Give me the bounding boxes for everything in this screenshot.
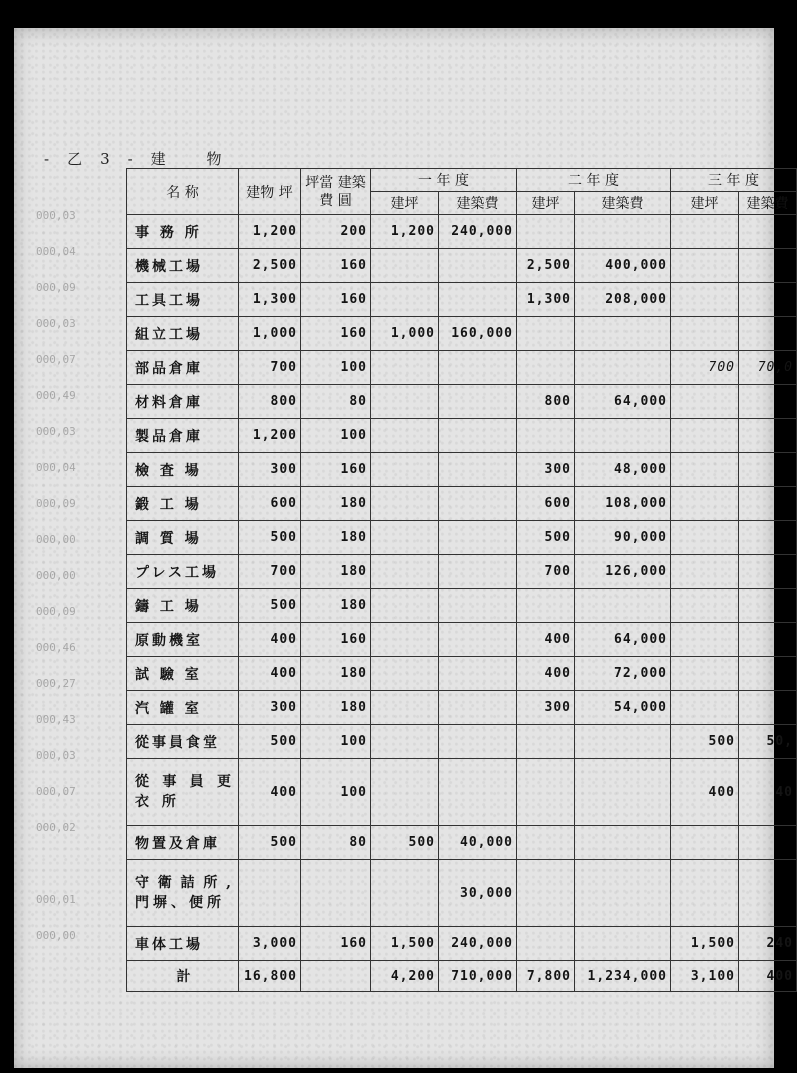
year3-cost-cell	[739, 521, 797, 555]
year3-cost-cell	[739, 215, 797, 249]
unit-cost-cell: 180	[301, 521, 371, 555]
year1-cost-cell	[439, 419, 517, 453]
header-y1-cost: 建築費	[439, 192, 517, 215]
year1-cost-cell	[439, 283, 517, 317]
table-row	[127, 521, 797, 555]
year2-cost-cell: 108,000	[575, 487, 671, 521]
unit-cost-cell: 180	[301, 657, 371, 691]
table-row	[127, 385, 797, 419]
total-year1-area: 4,200	[371, 961, 439, 992]
area-cell: 500	[239, 725, 301, 759]
table-row	[127, 249, 797, 283]
table-row	[127, 725, 797, 759]
bleed-through-value: 000,01	[36, 893, 76, 906]
year2-cost-cell	[575, 826, 671, 860]
year1-cost-cell: 240,000	[439, 927, 517, 961]
year3-area-cell	[671, 657, 739, 691]
building-name: 物置及倉庫	[127, 826, 239, 860]
year1-cost-cell	[439, 725, 517, 759]
table-row	[127, 555, 797, 589]
building-name: 製品倉庫	[127, 419, 239, 453]
unit-cost-cell: 180	[301, 555, 371, 589]
area-cell: 700	[239, 351, 301, 385]
year2-area-cell	[517, 759, 575, 826]
building-name: 機械工場	[127, 249, 239, 283]
year3-area-cell	[671, 555, 739, 589]
year2-cost-cell: 64,000	[575, 385, 671, 419]
year3-area-cell	[671, 419, 739, 453]
area-cell: 400	[239, 657, 301, 691]
year2-cost-cell	[575, 725, 671, 759]
header-y2-cost: 建築費	[575, 192, 671, 215]
header-name: 名 称	[127, 169, 239, 215]
year2-cost-cell	[575, 215, 671, 249]
year3-area-cell	[671, 691, 739, 725]
year3-area-cell: 400	[671, 759, 739, 826]
year3-cost-cell	[739, 487, 797, 521]
bleed-through-value: 000,00	[36, 569, 76, 582]
unit-cost-cell: 100	[301, 351, 371, 385]
year3-area-cell: 1,500	[671, 927, 739, 961]
bleed-through-value	[36, 846, 126, 882]
unit-cost-cell: 160	[301, 927, 371, 961]
building-name: 工具工場	[127, 283, 239, 317]
table-row	[127, 453, 797, 487]
year2-area-cell: 700	[517, 555, 575, 589]
area-cell: 1,300	[239, 283, 301, 317]
building-name: 原動機室	[127, 623, 239, 657]
document-page	[14, 28, 793, 1068]
year2-area-cell	[517, 725, 575, 759]
year1-area-cell	[371, 283, 439, 317]
year1-area-cell	[371, 521, 439, 555]
building-name: 試 驗 室	[127, 657, 239, 691]
year1-cost-cell	[439, 249, 517, 283]
year1-area-cell: 1,200	[371, 215, 439, 249]
area-cell: 3,000	[239, 927, 301, 961]
year1-cost-cell	[439, 623, 517, 657]
year2-area-cell: 300	[517, 453, 575, 487]
header-y2-area: 建坪	[517, 192, 575, 215]
year2-cost-cell: 208,000	[575, 283, 671, 317]
table-row	[127, 487, 797, 521]
area-cell: 600	[239, 487, 301, 521]
unit-cost-cell: 160	[301, 283, 371, 317]
unit-cost-cell: 200	[301, 215, 371, 249]
bleed-through-value: 000,00	[36, 533, 76, 546]
year1-cost-cell: 40,000	[439, 826, 517, 860]
year1-cost-cell: 30,000	[439, 860, 517, 927]
bleed-through-value: 000,04	[36, 461, 76, 474]
bleed-through-value: 000,46	[36, 641, 76, 654]
building-name: 鍛 工 場	[127, 487, 239, 521]
unit-cost-cell: 100	[301, 419, 371, 453]
table-row	[127, 283, 797, 317]
bleed-through-value: 000,09	[36, 605, 76, 618]
year2-area-cell	[517, 419, 575, 453]
bleed-through-value: 000,09	[36, 497, 76, 510]
year3-cost-cell: 240	[739, 927, 797, 961]
year1-area-cell: 1,000	[371, 317, 439, 351]
year1-cost-cell	[439, 521, 517, 555]
year1-cost-cell	[439, 351, 517, 385]
building-name: 從事員食堂	[127, 725, 239, 759]
year2-cost-cell: 64,000	[575, 623, 671, 657]
year2-area-cell: 2,500	[517, 249, 575, 283]
year3-cost-cell	[739, 589, 797, 623]
building-name: 部品倉庫	[127, 351, 239, 385]
year1-area-cell: 1,500	[371, 927, 439, 961]
year3-cost-cell: 50,	[739, 725, 797, 759]
building-name: 組立工場	[127, 317, 239, 351]
building-name: 鑄 工 場	[127, 589, 239, 623]
bleed-through-column	[36, 198, 126, 954]
year3-area-cell	[671, 860, 739, 927]
year2-cost-cell: 90,000	[575, 521, 671, 555]
unit-cost-cell: 180	[301, 691, 371, 725]
year2-area-cell	[517, 927, 575, 961]
year1-area-cell	[371, 759, 439, 826]
year2-cost-cell	[575, 317, 671, 351]
bleed-through-value: 000,07	[36, 353, 76, 366]
year2-area-cell	[517, 826, 575, 860]
area-cell: 500	[239, 826, 301, 860]
year3-area-cell	[671, 521, 739, 555]
total-label: 計	[127, 961, 239, 992]
year2-area-cell: 300	[517, 691, 575, 725]
building-name: 汽 罐 室	[127, 691, 239, 725]
unit-cost-cell: 100	[301, 725, 371, 759]
year2-cost-cell: 126,000	[575, 555, 671, 589]
year3-cost-cell	[739, 453, 797, 487]
year1-area-cell	[371, 657, 439, 691]
year1-area-cell	[371, 860, 439, 927]
year1-area-cell: 500	[371, 826, 439, 860]
year1-cost-cell	[439, 487, 517, 521]
area-cell: 2,500	[239, 249, 301, 283]
table-row	[127, 759, 797, 826]
year3-area-cell	[671, 215, 739, 249]
buildings-table	[126, 168, 797, 992]
header-year1: 一 年 度	[371, 169, 517, 192]
unit-cost-cell: 160	[301, 249, 371, 283]
year2-cost-cell	[575, 419, 671, 453]
year2-area-cell	[517, 351, 575, 385]
header-unit-cost: 坪當 建築費 圓	[301, 169, 371, 215]
header-y3-area: 建坪	[671, 192, 739, 215]
unit-cost-cell: 80	[301, 826, 371, 860]
total-year3-area: 3,100	[671, 961, 739, 992]
year1-area-cell	[371, 589, 439, 623]
year2-area-cell: 400	[517, 657, 575, 691]
year1-area-cell	[371, 725, 439, 759]
area-cell: 1,200	[239, 419, 301, 453]
year3-cost-cell	[739, 826, 797, 860]
header-area: 建物 坪	[239, 169, 301, 215]
year1-area-cell	[371, 385, 439, 419]
table-row	[127, 215, 797, 249]
year3-cost-cell	[739, 657, 797, 691]
total-year2-area: 7,800	[517, 961, 575, 992]
year3-area-cell	[671, 826, 739, 860]
year1-cost-cell: 240,000	[439, 215, 517, 249]
bleed-through-value: 000,09	[36, 281, 76, 294]
area-cell: 500	[239, 521, 301, 555]
year2-area-cell: 1,300	[517, 283, 575, 317]
area-cell: 800	[239, 385, 301, 419]
year2-cost-cell	[575, 759, 671, 826]
table-row	[127, 623, 797, 657]
bleed-through-value: 000,02	[36, 821, 76, 834]
table-row	[127, 657, 797, 691]
table-row	[127, 691, 797, 725]
year1-area-cell	[371, 419, 439, 453]
year3-area-cell	[671, 283, 739, 317]
year1-area-cell	[371, 623, 439, 657]
year2-cost-cell	[575, 351, 671, 385]
table-row	[127, 317, 797, 351]
total-area: 16,800	[239, 961, 301, 992]
year2-cost-cell: 48,000	[575, 453, 671, 487]
year1-area-cell	[371, 487, 439, 521]
bleed-through-value: 000,07	[36, 785, 76, 798]
year3-area-cell	[671, 385, 739, 419]
year3-cost-cell: 40	[739, 759, 797, 826]
area-cell: 300	[239, 453, 301, 487]
year3-cost-cell	[739, 249, 797, 283]
year2-area-cell: 500	[517, 521, 575, 555]
year3-area-cell	[671, 623, 739, 657]
bleed-through-value: 000,04	[36, 245, 76, 258]
bleed-through-value: 000,03	[36, 425, 76, 438]
year3-area-cell	[671, 453, 739, 487]
unit-cost-cell: 80	[301, 385, 371, 419]
year1-cost-cell: 160,000	[439, 317, 517, 351]
header-y1-area: 建坪	[371, 192, 439, 215]
year3-cost-cell	[739, 385, 797, 419]
bleed-through-value: 000,03	[36, 209, 76, 222]
area-cell	[239, 860, 301, 927]
total-unit-cost	[301, 961, 371, 992]
year3-cost-cell	[739, 555, 797, 589]
year3-area-cell	[671, 487, 739, 521]
year2-cost-cell: 72,000	[575, 657, 671, 691]
header-row-1	[127, 169, 797, 192]
building-name: 檢 査 場	[127, 453, 239, 487]
year1-area-cell	[371, 691, 439, 725]
year1-cost-cell	[439, 453, 517, 487]
unit-cost-cell: 160	[301, 317, 371, 351]
year3-cost-cell	[739, 860, 797, 927]
total-year3-cost: 400	[739, 961, 797, 992]
building-name: 車体工場	[127, 927, 239, 961]
bleed-through-value: 000,00	[36, 929, 76, 942]
year1-area-cell	[371, 249, 439, 283]
table-row	[127, 860, 797, 927]
bleed-through-value: 000,43	[36, 713, 76, 726]
bleed-through-value: 000,49	[36, 389, 76, 402]
building-name: 守衛詰所, 門塀、便所	[127, 860, 239, 927]
year3-cost-cell	[739, 317, 797, 351]
year2-area-cell	[517, 589, 575, 623]
year1-area-cell	[371, 351, 439, 385]
building-name: 事 務 所	[127, 215, 239, 249]
year2-cost-cell: 400,000	[575, 249, 671, 283]
year3-cost-cell	[739, 691, 797, 725]
year1-area-cell	[371, 453, 439, 487]
unit-cost-cell: 160	[301, 453, 371, 487]
area-cell: 300	[239, 691, 301, 725]
year3-area-cell: 700	[671, 351, 739, 385]
table-row	[127, 826, 797, 860]
building-name: プレス工場	[127, 555, 239, 589]
area-cell: 700	[239, 555, 301, 589]
unit-cost-cell: 180	[301, 487, 371, 521]
year3-area-cell	[671, 249, 739, 283]
table-row	[127, 351, 797, 385]
header-year2: 二 年 度	[517, 169, 671, 192]
unit-cost-cell	[301, 860, 371, 927]
year3-cost-cell	[739, 623, 797, 657]
section-title: -乙3-建 物	[44, 150, 240, 168]
year3-area-cell	[671, 589, 739, 623]
unit-cost-cell: 160	[301, 623, 371, 657]
year2-area-cell	[517, 317, 575, 351]
table-row	[127, 419, 797, 453]
area-cell: 1,200	[239, 215, 301, 249]
area-cell: 400	[239, 759, 301, 826]
year2-area-cell	[517, 215, 575, 249]
year1-cost-cell	[439, 385, 517, 419]
building-name: 從 事 員 更 衣 所	[127, 759, 239, 826]
year2-area-cell: 800	[517, 385, 575, 419]
year1-cost-cell	[439, 589, 517, 623]
year1-cost-cell	[439, 691, 517, 725]
total-year1-cost: 710,000	[439, 961, 517, 992]
bleed-through-value: 000,03	[36, 317, 76, 330]
year2-cost-cell	[575, 860, 671, 927]
year1-area-cell	[371, 555, 439, 589]
year2-cost-cell	[575, 927, 671, 961]
year3-area-cell: 500	[671, 725, 739, 759]
total-year2-cost: 1,234,000	[575, 961, 671, 992]
year2-area-cell: 600	[517, 487, 575, 521]
year3-area-cell	[671, 317, 739, 351]
building-name: 調 質 場	[127, 521, 239, 555]
table-row	[127, 927, 797, 961]
bleed-through-value: 000,03	[36, 749, 76, 762]
area-cell: 500	[239, 589, 301, 623]
header-year3: 三 年 度	[671, 169, 797, 192]
header-y3-cost: 建築費	[739, 192, 797, 215]
table-row	[127, 589, 797, 623]
building-name: 材料倉庫	[127, 385, 239, 419]
year2-cost-cell: 54,000	[575, 691, 671, 725]
year3-cost-cell	[739, 283, 797, 317]
year3-cost-cell	[739, 419, 797, 453]
year2-area-cell: 400	[517, 623, 575, 657]
total-row	[127, 961, 797, 992]
year1-cost-cell	[439, 759, 517, 826]
unit-cost-cell: 100	[301, 759, 371, 826]
area-cell: 1,000	[239, 317, 301, 351]
year3-cost-cell: 70,0	[739, 351, 797, 385]
year2-cost-cell	[575, 589, 671, 623]
area-cell: 400	[239, 623, 301, 657]
year2-area-cell	[517, 860, 575, 927]
unit-cost-cell: 180	[301, 589, 371, 623]
bleed-through-value: 000,27	[36, 677, 76, 690]
year1-cost-cell	[439, 657, 517, 691]
year1-cost-cell	[439, 555, 517, 589]
